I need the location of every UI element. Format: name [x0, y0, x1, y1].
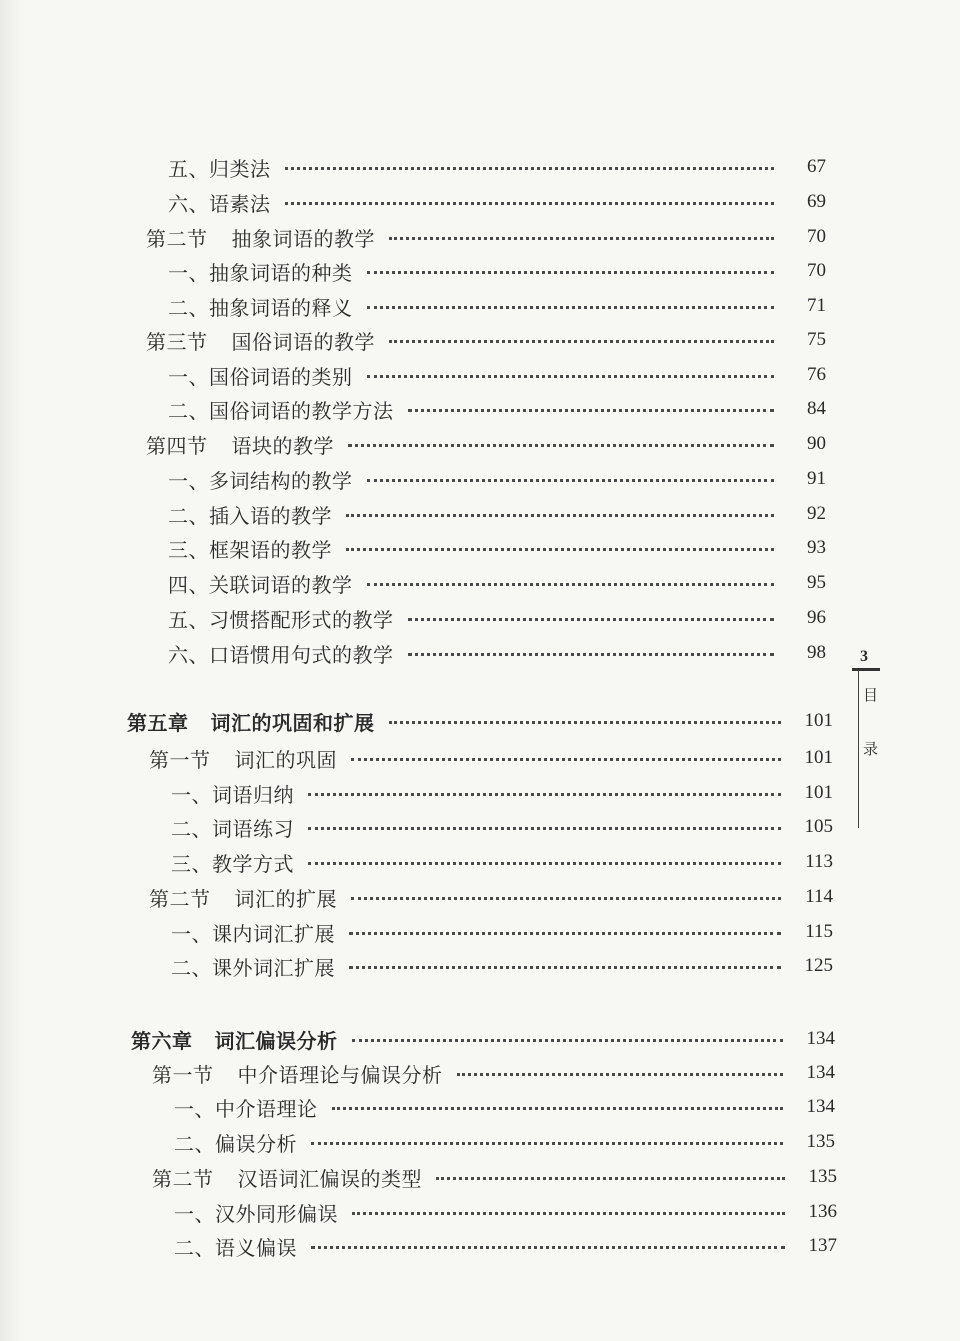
- toc-entry: [174, 1092, 835, 1122]
- entry-title: 二、语义偏误: [174, 1235, 297, 1260]
- section-number: 第三节: [146, 329, 208, 354]
- dot-leader: [352, 1039, 784, 1042]
- dot-leader: [332, 1107, 784, 1110]
- page-number: 134: [806, 1028, 835, 1049]
- section-title: 语块的教学: [231, 433, 334, 458]
- toc-entry: [171, 917, 833, 947]
- toc-entry: [168, 603, 826, 633]
- toc-entry: [171, 847, 833, 877]
- entry-title: 五、归类法: [168, 156, 271, 181]
- toc-entry: [174, 1197, 837, 1227]
- page-number: 76: [807, 364, 826, 385]
- entry-title: 三、框架语的教学: [168, 537, 332, 562]
- side-tab-line: [858, 670, 859, 828]
- entry-title: 二、抽象词语的释义: [168, 295, 353, 320]
- entry-title: 一、词语归纳: [171, 782, 294, 807]
- section-title: 词汇的扩展: [234, 886, 337, 911]
- dot-leader: [352, 1212, 785, 1215]
- toc-entry: [174, 1231, 837, 1261]
- section-title: 词汇的巩固: [234, 747, 337, 772]
- page-number: 125: [804, 955, 833, 976]
- page-number: 67: [807, 156, 826, 177]
- toc-entry: [171, 778, 833, 808]
- dot-leader: [308, 862, 781, 865]
- section-title: 中介语理论与偏误分析: [237, 1062, 443, 1087]
- toc-section: [149, 882, 833, 912]
- toc-chapter: [131, 1024, 835, 1054]
- page-number: 69: [807, 191, 826, 212]
- dot-leader: [308, 793, 781, 796]
- entry-title: 三、教学方式: [171, 851, 294, 876]
- toc-entry: [168, 499, 826, 529]
- dot-leader: [389, 721, 782, 724]
- entry-title: 一、中介语理论: [174, 1096, 318, 1121]
- section-number: 第二节: [152, 1166, 214, 1191]
- toc-section: [146, 222, 826, 252]
- dot-leader: [367, 306, 775, 309]
- section-title: 汉语词汇偏误的类型: [237, 1166, 422, 1191]
- dot-leader: [349, 966, 781, 969]
- side-tab-label-2: 录: [863, 740, 879, 758]
- page-number: 134: [806, 1062, 835, 1083]
- toc-entry: [171, 951, 833, 981]
- side-tab-rule: [852, 668, 880, 671]
- toc-entry: [171, 812, 833, 842]
- toc-entry: [168, 187, 826, 217]
- dot-leader: [311, 1246, 785, 1249]
- entry-title: 一、抽象词语的种类: [168, 260, 353, 285]
- chapter-title: 词汇偏误分析: [214, 1028, 338, 1053]
- page-number: 115: [805, 921, 833, 942]
- page-number: 105: [804, 816, 833, 837]
- entry-title: 五、习惯搭配形式的教学: [168, 607, 394, 632]
- page-number: 136: [808, 1201, 837, 1222]
- page-number: 93: [807, 537, 826, 558]
- toc-entry: [168, 394, 826, 424]
- entry-title: 二、偏误分析: [174, 1131, 297, 1156]
- chapter-number: 第五章: [127, 710, 189, 735]
- dot-leader: [457, 1073, 784, 1076]
- toc-entry: [168, 568, 826, 598]
- dot-leader: [367, 271, 775, 274]
- page-number: 98: [807, 642, 826, 663]
- section-number: 第一节: [152, 1062, 214, 1087]
- entry-title: 六、口语惯用句式的教学: [168, 642, 394, 667]
- dot-leader: [285, 167, 775, 170]
- entry-title: 二、词语练习: [171, 816, 294, 841]
- dot-leader: [389, 237, 774, 240]
- section-title: 国俗词语的教学: [231, 329, 375, 354]
- page-number: 92: [807, 503, 826, 524]
- page-number: 70: [807, 226, 826, 247]
- entry-title: 一、汉外同形偏误: [174, 1201, 338, 1226]
- toc-entry: [168, 464, 826, 494]
- page-number: 84: [807, 398, 826, 419]
- page-number: 75: [807, 329, 826, 350]
- dot-leader: [348, 444, 774, 447]
- entry-title: 一、国俗词语的类别: [168, 364, 353, 389]
- dot-leader: [346, 514, 774, 517]
- entry-title: 六、语素法: [168, 191, 271, 216]
- toc-entry: [168, 291, 826, 321]
- section-number: 第四节: [146, 433, 208, 458]
- toc-entry: [168, 638, 826, 668]
- entry-title: 二、国俗词语的教学方法: [168, 398, 394, 423]
- entry-title: 二、课外词汇扩展: [171, 955, 335, 980]
- page-number: 101: [804, 747, 833, 768]
- dot-leader: [346, 548, 774, 551]
- dot-leader: [311, 1142, 783, 1145]
- toc-section: [149, 743, 833, 773]
- page-number: 135: [806, 1131, 835, 1152]
- toc-section: [146, 325, 826, 355]
- entry-title: 四、关联词语的教学: [168, 572, 353, 597]
- page-number: 71: [807, 295, 826, 316]
- chapter-title: 词汇的巩固和扩展: [210, 710, 375, 735]
- section-title: 抽象词语的教学: [231, 226, 375, 251]
- dot-leader: [408, 653, 775, 656]
- entry-title: 一、多词结构的教学: [168, 468, 353, 493]
- toc-section: [152, 1162, 837, 1192]
- side-tab-label-1: 目: [863, 686, 879, 704]
- dot-leader: [436, 1177, 785, 1180]
- section-number: 第二节: [146, 226, 208, 251]
- page-number: 101: [804, 782, 833, 803]
- page-number: 70: [807, 260, 826, 281]
- dot-leader: [351, 897, 781, 900]
- dot-leader: [367, 583, 775, 586]
- page-number: 95: [807, 572, 826, 593]
- side-page-number: 3: [860, 648, 868, 665]
- page-number: 96: [807, 607, 826, 628]
- dot-leader: [351, 758, 781, 761]
- dot-leader: [308, 827, 781, 830]
- entry-title: 二、插入语的教学: [168, 503, 332, 528]
- page-number: 114: [805, 886, 833, 907]
- toc-entry: [168, 533, 826, 563]
- section-number: 第一节: [149, 747, 211, 772]
- toc-section: [146, 429, 826, 459]
- dot-leader: [367, 479, 775, 482]
- toc-entry: [174, 1127, 835, 1157]
- toc-entry: [168, 256, 826, 286]
- dot-leader: [389, 340, 774, 343]
- section-number: 第二节: [149, 886, 211, 911]
- page-number: 134: [806, 1096, 835, 1117]
- toc-section: [152, 1058, 835, 1088]
- dot-leader: [408, 409, 775, 412]
- chapter-number: 第六章: [131, 1028, 193, 1053]
- toc-entry: [168, 360, 826, 390]
- dot-leader: [408, 618, 775, 621]
- toc-chapter: [127, 706, 833, 736]
- page-number: 137: [808, 1235, 837, 1256]
- toc-entry: [168, 152, 826, 182]
- entry-title: 一、课内词汇扩展: [171, 921, 335, 946]
- page-number: 91: [807, 468, 826, 489]
- dot-leader: [367, 375, 775, 378]
- dot-leader: [349, 932, 781, 935]
- page-number: 101: [804, 710, 833, 731]
- dot-leader: [285, 202, 775, 205]
- page-number: 113: [805, 851, 833, 872]
- page-number: 135: [808, 1166, 837, 1187]
- page-number: 90: [807, 433, 826, 454]
